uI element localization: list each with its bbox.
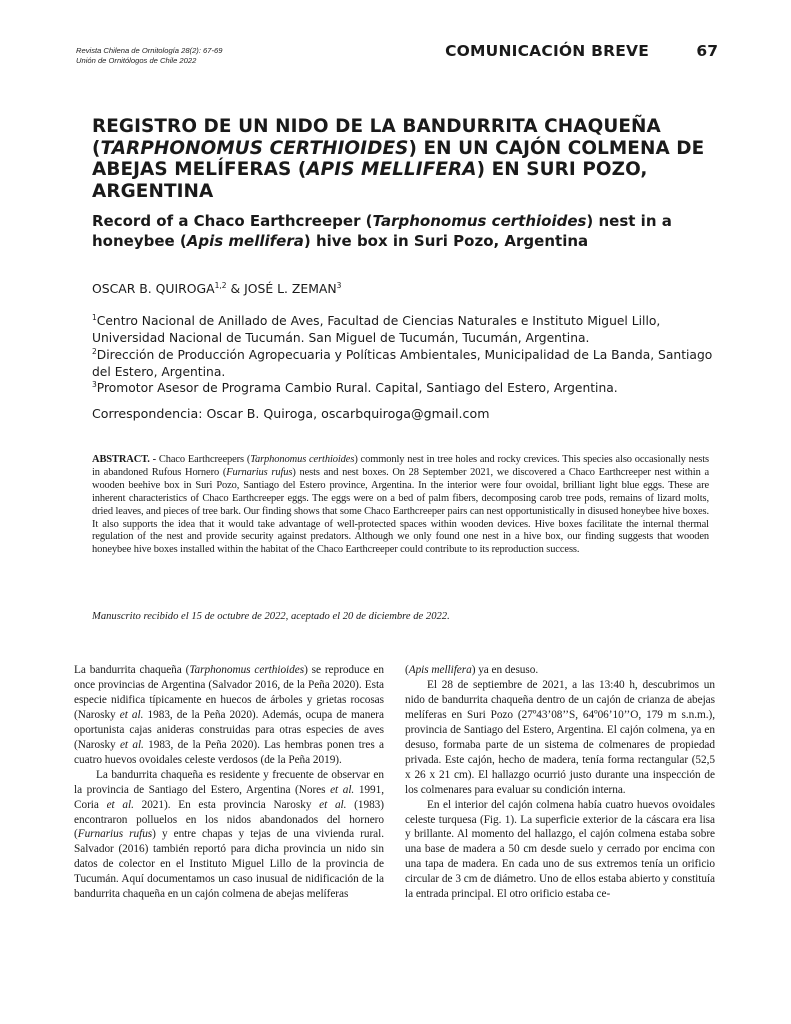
paragraph: (Apis mellifera) ya en desuso. <box>405 664 539 676</box>
body-column-right <box>405 663 715 902</box>
journal-publisher: Unión de Ornitólogos de Chile 2022 <box>76 56 197 65</box>
paragraph: La bandurrita chaqueña (Tarphonomus certhioides) se reproduce en once provincias de Argentina (Salvador 2016, de la Peña 2020). Esta especie nidifica típicamente en huecos de árboles y grietas rocosas (Narosky et al. 1983, de la Peña 2020). Además, ocupa de manera oportunista cajas anideras construidas para otras especies de aves (Narosky et al. 1983, de la Peña 2020). Las hembras ponen tres a cuatro huevos ovoidales celeste verdosos (de la Peña 2019). <box>74 664 384 766</box>
journal-citation: Revista Chilena de Ornitología 28(2): 67-69 <box>76 46 223 55</box>
affiliation: $^2$Dirección de Producción Agropecuaria y Políticas Ambientales, Municipalidad de La Banda, Santiago del Estero, Argentina. <box>92 347 713 379</box>
paragraph: En el interior del cajón colmena había cuatro huevos ovoidales celeste turquesa (Fig. 1). La superficie exterior de la cáscara era lisa y brillante. Al momento del hallazgo, el cajón colmena estaba sobre una base de madera a 50 cm desde suelo y cerrado por encima con una tapa de madera. En cada uno de sus extremos tenía un orificio circular de 3 cm de diámetro. Uno de ellos estaba abierto y constituía la entrada principal. El otro orificio estaba ce- <box>405 798 715 901</box>
abstract-label: ABSTRACT. - <box>92 454 157 465</box>
author-name: JOSÉ L. ZEMAN <box>244 281 337 297</box>
article-subtitle: Record of a Chaco Earthcreeper (Tarphonomus certhioides) nest in a honeybee (Apis mellifera) hive box in Suri Pozo, Argentina <box>92 212 672 250</box>
body-column-left <box>74 663 384 902</box>
affiliation: $^3$Promotor Asesor de Programa Cambio Rural. Capital, Santiago del Estero, Argentina. <box>92 380 618 396</box>
paragraph: La bandurrita chaqueña es residente y frecuente de observar en la provincia de Santiago del Estero, Argentina (Nores et al. 1991, Coria et al. 2021). En esta provincia Narosky et al. (1983) encontraron polluelos en los nidos abandonados del hornero (Furnarius rufus) y entre chapas y tejas de una vivienda rural. Salvador (2016) también reportó para dicha provincia un nido sin datos de colector en el Instituto Miguel Lillo de la provincia de Tucumán. Aquí documentamos un caso inusual de nidificación de la bandurrita chaqueña en un cajón colmena de abejas melíferas <box>74 768 385 901</box>
abstract: ABSTRACT. - Chaco Earthcreepers (Tarphonomus certhioides) commonly nest in tree holes and rocky crevices. This species also occasionally nests in abandoned Rufous Hornero (Furnarius rufus) nests and nest boxes. On 28 September 2021, we discovered a Chaco Earthcreeper nest within a wooden beehive box in Suri Pozo, Santiago del Estero province, Argentina. In the interior were four ovoidal, brilliant light blue eggs. These are inherent characteristics of Chaco Earthcreeper eggs. The eggs were on a bed of palm fibers, decomposing carob tree pods, remains of lizard molts, dried leaves, and pieces of tree bark. Our finding shows that some Chaco Earthcreeper pairs can nest opportunistically in disused honeybee hive boxes. It also supports the idea that it would take advantage of well-protected spaces within wooden devices. Hive boxes facilitate the internal thermal regulation of the nest and provide security against predators. Although we only found one nest in a hive box, our finding suggests that wooden honeybee hive boxes installed within the habitat of the Chaco Earthcreeper could contribute to its reproduction success. <box>92 454 709 556</box>
page-number: 67 <box>696 42 718 60</box>
section-label: COMUNICACIÓN BREVE <box>445 42 649 60</box>
affiliation: $^1$Centro Nacional de Anillado de Aves, Facultad de Ciencias Naturales e Instituto Miguel Lillo, Universidad Nacional de Tucumán. San Miguel de Tucumán, Tucumán, Argentina. <box>92 313 661 345</box>
author-name: OSCAR B. QUIROGA <box>92 281 215 297</box>
paragraph: El 28 de septiembre de 2021, a las 13:40 h, descubrimos un nido de bandurrita chaqueña dentro de un cajón de crianza de abejas melíferas en Suri Pozo (27º43’08’’S, 64º06’10’’O, 179 m s.n.m.), provincia de Santiago del Estero, Argentina. El cajón colmena, ya en desuso, formaba parte de un sistema de colmenares de propiedad privada. Este cajón, hecho de madera, tenía forma rectangular (52,5 x 26 x 21 cm). El hallazgo ocurrió justo durante una inspección de los colmenares para evaluar su condición interna. <box>405 678 715 796</box>
correspondence-line: Correspondencia: Oscar B. Quiroga, oscarbquiroga@gmail.com <box>92 406 490 421</box>
author-list: OSCAR B. QUIROGA$^{1,2}$ & JOSÉ L. ZEMAN$^3$ <box>92 281 342 297</box>
received-dates: Manuscrito recibido el 15 de octubre de 2022, aceptado el 20 de diciembre de 2022. <box>92 611 450 622</box>
article-title: REGISTRO DE UN NIDO DE LA BANDURRITA CHAQUEÑA (TARPHONOMUS CERTHIOIDES) EN UN CAJÓN COLMENA DE ABEJAS MELÍFERAS (APIS MELLIFERA) EN SURI POZO, ARGENTINA <box>92 116 705 202</box>
